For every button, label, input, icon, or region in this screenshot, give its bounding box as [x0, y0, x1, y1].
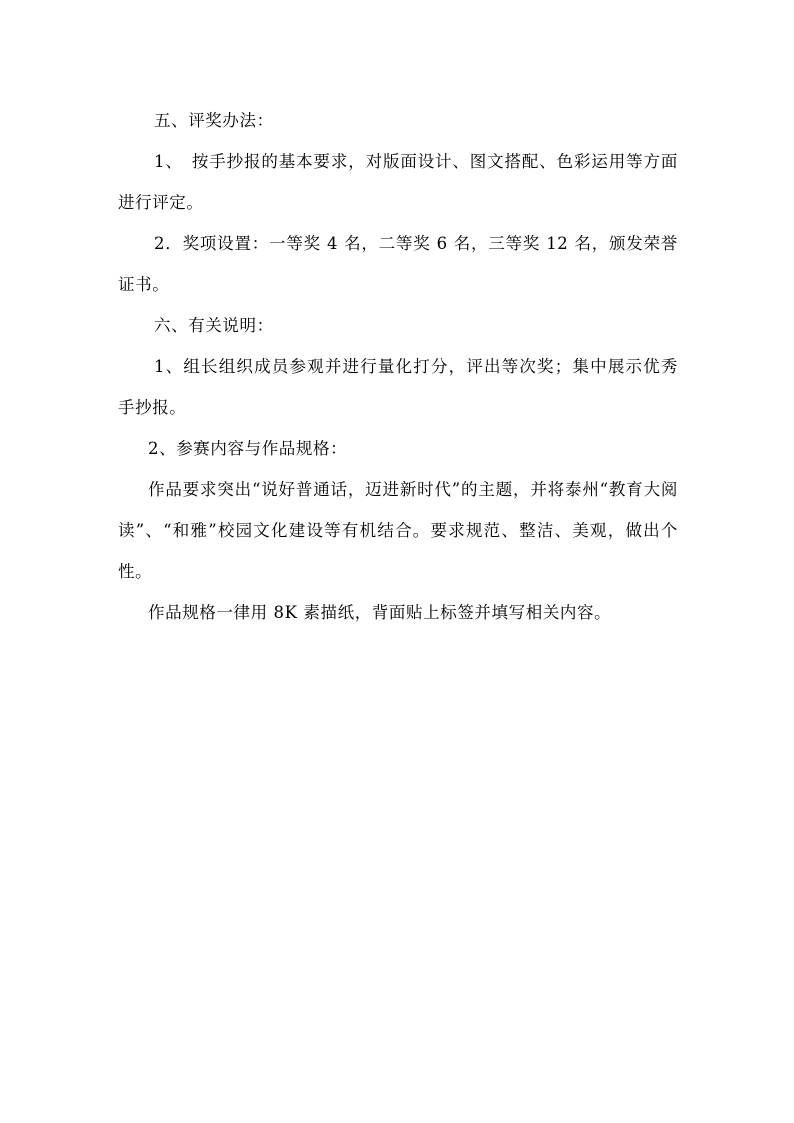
- section-heading-evaluation: 五、评奖办法：: [154, 111, 274, 130]
- notes-item-1: 1、组长组织成员参观并进行量化打分，评出等次奖；集中展示优秀手抄报。: [118, 357, 678, 417]
- evaluation-item-2: 2．奖项设置：一等奖 4 名，二等奖 6 名，三等奖 12 名，颁发荣誉证书。: [118, 234, 678, 294]
- notes-body-theme: 作品要求突出“说好普通话，迈进新时代”的主题，并将泰州“教育大阅读”、“和雅”校园文化建设等有机结合。要求规范、整洁、美观，做出个性。: [118, 480, 678, 581]
- section-heading-notes: 六、有关说明：: [154, 316, 274, 335]
- notes-body-spec: 作品规格一律用 8K 素描纸，背面贴上标签并填写相关内容。: [148, 603, 612, 622]
- evaluation-item-1: 1、 按手抄报的基本要求，对版面设计、图文搭配、色彩运用等方面进行评定。: [118, 152, 678, 212]
- notes-item-2: 2、参赛内容与作品规格：: [148, 439, 348, 458]
- document-body: [118, 100, 678, 633]
